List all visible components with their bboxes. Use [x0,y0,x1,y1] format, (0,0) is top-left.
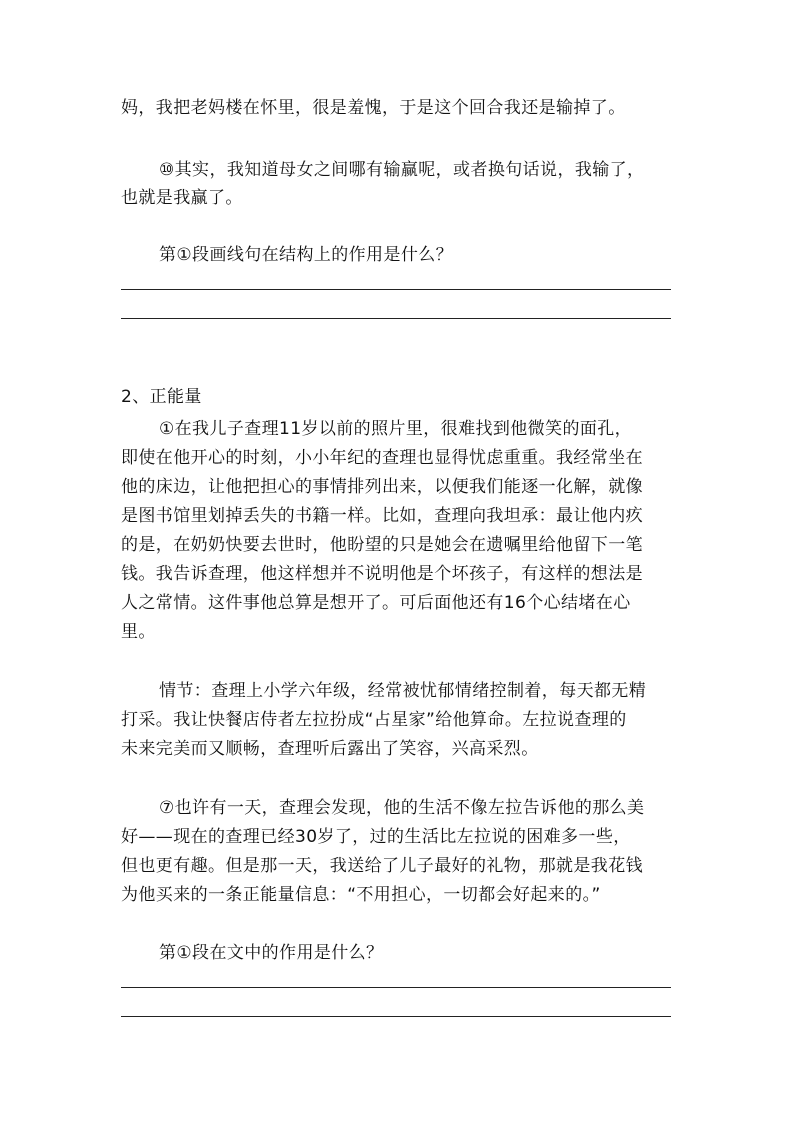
paragraph-line: 但也更有趣。但是那一天，我送给了儿子最好的礼物，那就是我花钱 [121,856,643,876]
paragraph-line: 也就是我赢了。 [121,188,243,208]
paragraph-line: 为他买来的一条正能量信息：“不用担心，一切都会好起来的。” [121,885,601,905]
paragraph-line: 好——现在的查理已经30岁了，过的生活比左拉说的困难多一些， [121,827,631,847]
question-2: 第①段在文中的作用是什么？ [159,943,384,963]
section-heading: 2、正能量 [121,387,202,407]
answer-blank-line[interactable] [121,1016,671,1017]
paragraph-line: 里。 [121,622,156,642]
paragraph-line: 打采。我让快餐店侍者左拉扮成“占星家”给他算命。左拉说查理的 [121,710,627,730]
paragraph-line: ⑩其实，我知道母女之间哪有输赢呢，或者换句话说，我输了， [159,160,645,180]
answer-blank-line[interactable] [121,289,671,290]
paragraph-line: ⑦也许有一天，查理会发现，他的生活不像左拉告诉他的那么美 [159,798,645,818]
answer-blank-line[interactable] [121,318,671,319]
paragraph-line: 他的床边，让他把担心的事情排列出来，以便我们能逐一化解，就像 [121,477,643,497]
paragraph-line: 即使在他开心的时刻，小小年纪的查理也显得忧虑重重。我经常坐在 [121,448,643,468]
paragraph-line: 的是，在奶奶快要去世时，他盼望的只是她会在遗嘱里给他留下一笔 [121,535,643,555]
paragraph-line: 未来完美而又顺畅，查理听后露出了笑容，兴高采烈。 [121,739,539,759]
question-1: 第①段画线句在结构上的作用是什么？ [159,245,454,265]
paragraph-line: 妈，我把老妈楼在怀里，很是羞愧，于是这个回合我还是输掉了。 [121,98,626,118]
paragraph-line: ①在我儿子查理11岁以前的照片里，很难找到他微笑的面孔， [159,419,633,439]
paragraph-line: 人之常情。这件事他总算是想开了。可后面他还有16个心结堵在心 [121,593,631,613]
answer-blank-line[interactable] [121,987,671,988]
paragraph-line: 是图书馆里划掉丢失的书籍一样。比如，查理向我坦承：最让他内疚 [121,506,643,526]
paragraph-line: 情节：查理上小学六年级，经常被忧郁情绪控制着，每天都无精 [159,681,647,701]
paragraph-line: 钱。我告诉查理，他这样想并不说明他是个坏孩子，有这样的想法是 [121,564,643,584]
